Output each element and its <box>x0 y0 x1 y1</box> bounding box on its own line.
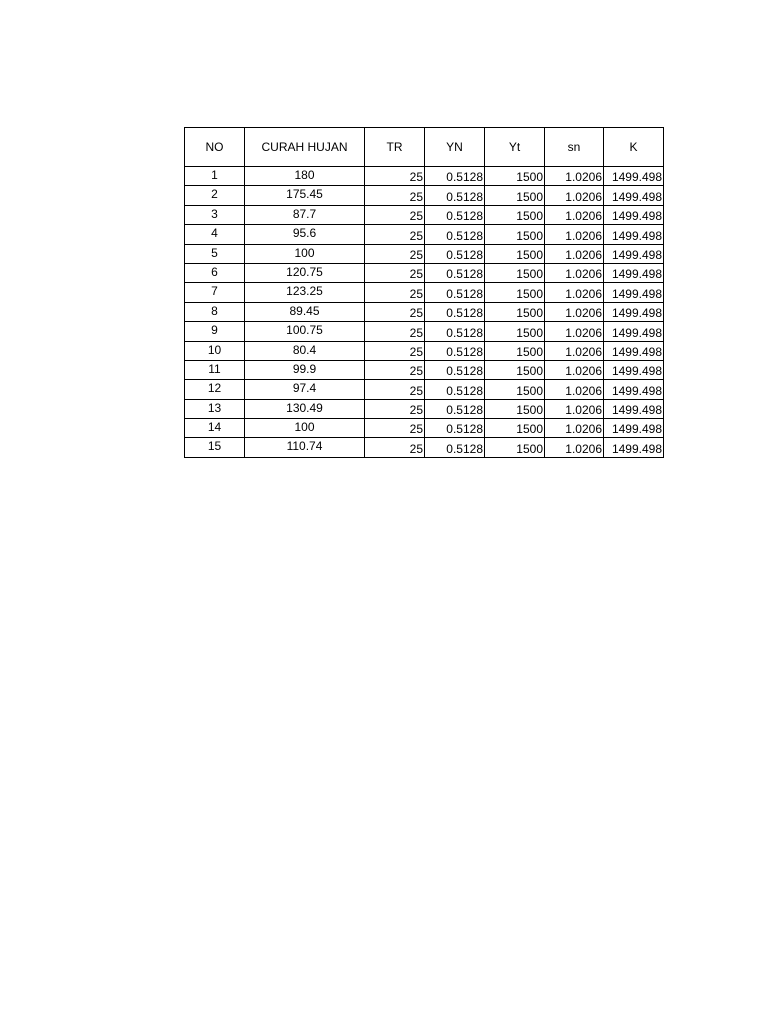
table-row <box>185 438 664 457</box>
cell-yn: 0.5128 <box>425 225 485 244</box>
cell-yt: 1500 <box>485 263 545 282</box>
cell-no: 4 <box>185 225 245 244</box>
header-curah-hujan: CURAH HUJAN <box>245 128 365 167</box>
cell-sn: 1.0206 <box>545 283 604 302</box>
cell-sn: 1.0206 <box>545 419 604 438</box>
cell-yn: 0.5128 <box>425 380 485 399</box>
cell-no: 3 <box>185 205 245 224</box>
cell-yn: 0.5128 <box>425 186 485 205</box>
cell-k: 1499.498 <box>604 283 664 302</box>
cell-yn: 0.5128 <box>425 399 485 418</box>
cell-no: 6 <box>185 263 245 282</box>
cell-k: 1499.498 <box>604 399 664 418</box>
cell-k: 1499.498 <box>604 419 664 438</box>
cell-yn: 0.5128 <box>425 438 485 457</box>
cell-yn: 0.5128 <box>425 419 485 438</box>
cell-curah-hujan: 87.7 <box>245 205 365 224</box>
table-row <box>185 205 664 224</box>
cell-curah-hujan: 97.4 <box>245 380 365 399</box>
cell-tr: 25 <box>365 186 425 205</box>
cell-sn: 1.0206 <box>545 186 604 205</box>
cell-curah-hujan: 100 <box>245 419 365 438</box>
cell-no: 8 <box>185 302 245 321</box>
cell-yn: 0.5128 <box>425 205 485 224</box>
cell-curah-hujan: 120.75 <box>245 263 365 282</box>
table-row <box>185 186 664 205</box>
cell-k: 1499.498 <box>604 438 664 457</box>
table-row <box>185 341 664 360</box>
cell-sn: 1.0206 <box>545 167 604 186</box>
cell-yt: 1500 <box>485 360 545 379</box>
cell-k: 1499.498 <box>604 380 664 399</box>
cell-yt: 1500 <box>485 438 545 457</box>
cell-sn: 1.0206 <box>545 263 604 282</box>
cell-curah-hujan: 130.49 <box>245 399 365 418</box>
cell-no: 5 <box>185 244 245 263</box>
table-row <box>185 263 664 282</box>
cell-no: 12 <box>185 380 245 399</box>
table-row <box>185 225 664 244</box>
cell-tr: 25 <box>365 263 425 282</box>
cell-curah-hujan: 100.75 <box>245 322 365 341</box>
cell-sn: 1.0206 <box>545 380 604 399</box>
cell-curah-hujan: 175.45 <box>245 186 365 205</box>
cell-tr: 25 <box>365 167 425 186</box>
cell-tr: 25 <box>365 341 425 360</box>
table-row <box>185 322 664 341</box>
cell-sn: 1.0206 <box>545 341 604 360</box>
cell-tr: 25 <box>365 302 425 321</box>
rainfall-table <box>184 127 664 458</box>
table-row <box>185 244 664 263</box>
table-row <box>185 302 664 321</box>
table-row <box>185 399 664 418</box>
cell-yn: 0.5128 <box>425 341 485 360</box>
header-row <box>185 128 664 167</box>
cell-no: 11 <box>185 360 245 379</box>
cell-sn: 1.0206 <box>545 244 604 263</box>
cell-k: 1499.498 <box>604 322 664 341</box>
cell-tr: 25 <box>365 283 425 302</box>
cell-tr: 25 <box>365 380 425 399</box>
cell-k: 1499.498 <box>604 186 664 205</box>
cell-curah-hujan: 123.25 <box>245 283 365 302</box>
cell-yt: 1500 <box>485 283 545 302</box>
cell-tr: 25 <box>365 419 425 438</box>
cell-yn: 0.5128 <box>425 322 485 341</box>
cell-curah-hujan: 99.9 <box>245 360 365 379</box>
cell-yt: 1500 <box>485 380 545 399</box>
header-yn: YN <box>425 128 485 167</box>
cell-k: 1499.498 <box>604 167 664 186</box>
cell-yn: 0.5128 <box>425 283 485 302</box>
cell-curah-hujan: 89.45 <box>245 302 365 321</box>
cell-yn: 0.5128 <box>425 360 485 379</box>
cell-no: 7 <box>185 283 245 302</box>
cell-sn: 1.0206 <box>545 225 604 244</box>
cell-k: 1499.498 <box>604 263 664 282</box>
cell-sn: 1.0206 <box>545 438 604 457</box>
cell-no: 10 <box>185 341 245 360</box>
cell-tr: 25 <box>365 244 425 263</box>
cell-yt: 1500 <box>485 186 545 205</box>
cell-k: 1499.498 <box>604 225 664 244</box>
table-row <box>185 419 664 438</box>
cell-sn: 1.0206 <box>545 399 604 418</box>
table-body <box>185 167 664 458</box>
cell-sn: 1.0206 <box>545 302 604 321</box>
cell-no: 9 <box>185 322 245 341</box>
cell-no: 2 <box>185 186 245 205</box>
cell-yn: 0.5128 <box>425 167 485 186</box>
cell-tr: 25 <box>365 399 425 418</box>
table-row <box>185 380 664 399</box>
header-no: NO <box>185 128 245 167</box>
cell-yn: 0.5128 <box>425 302 485 321</box>
cell-k: 1499.498 <box>604 360 664 379</box>
cell-no: 15 <box>185 438 245 457</box>
cell-no: 14 <box>185 419 245 438</box>
cell-no: 13 <box>185 399 245 418</box>
cell-tr: 25 <box>365 438 425 457</box>
cell-k: 1499.498 <box>604 341 664 360</box>
cell-k: 1499.498 <box>604 302 664 321</box>
cell-yt: 1500 <box>485 225 545 244</box>
cell-curah-hujan: 180 <box>245 167 365 186</box>
cell-yn: 0.5128 <box>425 244 485 263</box>
spreadsheet-area <box>184 127 664 458</box>
cell-curah-hujan: 80.4 <box>245 341 365 360</box>
cell-tr: 25 <box>365 205 425 224</box>
table-row <box>185 167 664 186</box>
table-row <box>185 360 664 379</box>
cell-tr: 25 <box>365 225 425 244</box>
cell-sn: 1.0206 <box>545 205 604 224</box>
cell-curah-hujan: 95.6 <box>245 225 365 244</box>
cell-k: 1499.498 <box>604 244 664 263</box>
cell-yt: 1500 <box>485 244 545 263</box>
cell-yt: 1500 <box>485 419 545 438</box>
cell-yt: 1500 <box>485 341 545 360</box>
header-k: K <box>604 128 664 167</box>
header-tr: TR <box>365 128 425 167</box>
table-row <box>185 283 664 302</box>
cell-sn: 1.0206 <box>545 360 604 379</box>
cell-yt: 1500 <box>485 399 545 418</box>
cell-yt: 1500 <box>485 167 545 186</box>
cell-curah-hujan: 100 <box>245 244 365 263</box>
cell-yt: 1500 <box>485 205 545 224</box>
cell-tr: 25 <box>365 322 425 341</box>
cell-yn: 0.5128 <box>425 263 485 282</box>
cell-tr: 25 <box>365 360 425 379</box>
cell-curah-hujan: 110.74 <box>245 438 365 457</box>
cell-no: 1 <box>185 167 245 186</box>
header-yt: Yt <box>485 128 545 167</box>
cell-yt: 1500 <box>485 322 545 341</box>
cell-sn: 1.0206 <box>545 322 604 341</box>
cell-k: 1499.498 <box>604 205 664 224</box>
header-sn: sn <box>545 128 604 167</box>
cell-yt: 1500 <box>485 302 545 321</box>
